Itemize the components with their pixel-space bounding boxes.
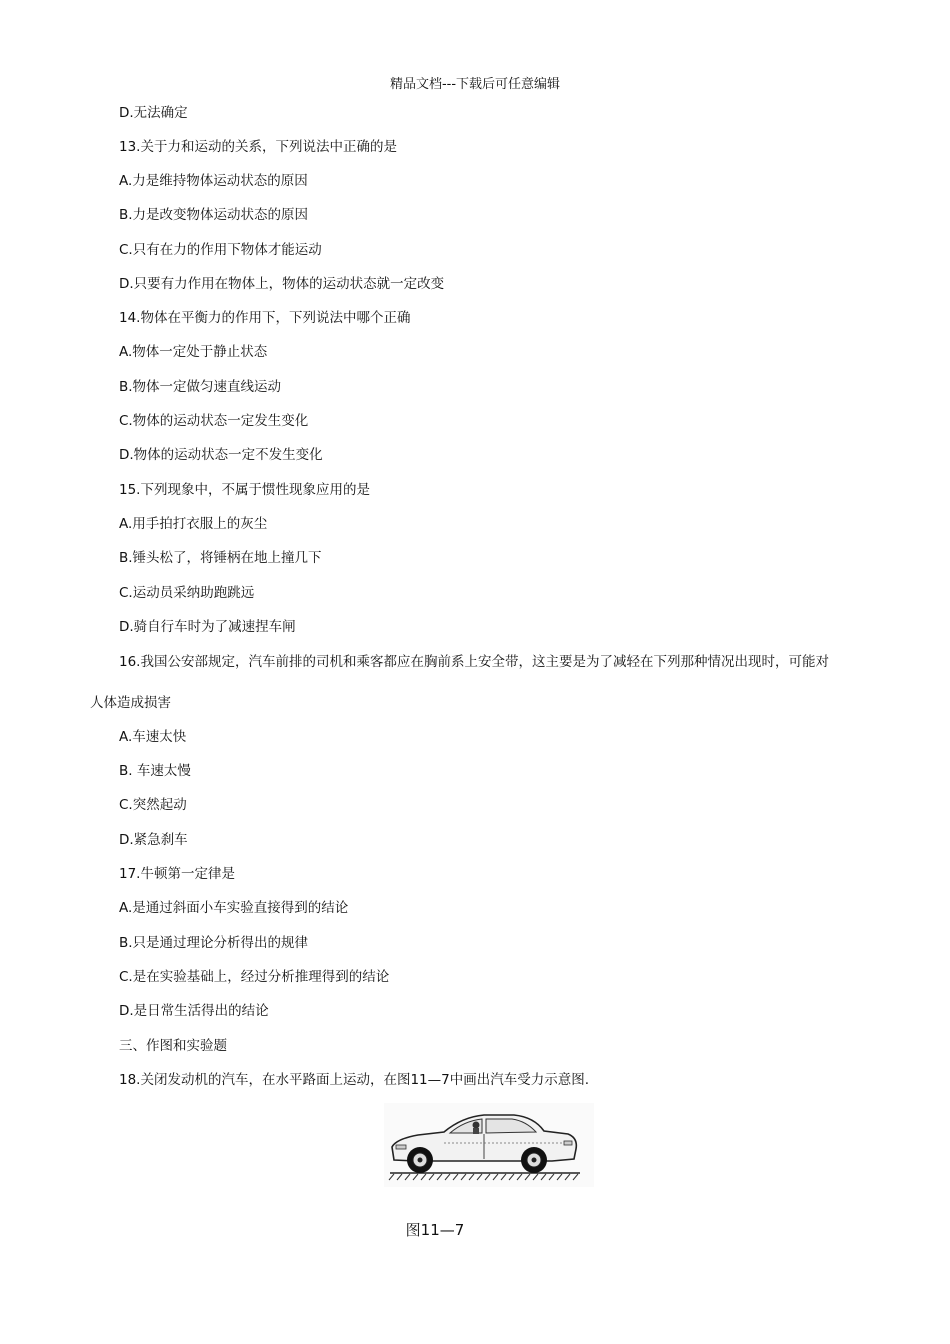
text-line: 17.牛顿第一定律是 [119, 866, 235, 882]
text-line: A.是通过斜面小车实验直接得到的结论 [119, 900, 349, 916]
text-line: A.车速太快 [119, 729, 187, 745]
car-on-road-icon [384, 1103, 594, 1187]
text-line: B. 车速太慢 [119, 763, 191, 779]
text-line: D.无法确定 [119, 105, 188, 121]
text-line: C.运动员采纳助跑跳远 [119, 585, 255, 601]
text-line: C.物体的运动状态一定发生变化 [119, 413, 309, 429]
text-line: 三、作图和实验题 [119, 1038, 227, 1054]
text-line: D.是日常生活得出的结论 [119, 1003, 269, 1019]
text-line: D.只要有力作用在物体上，物体的运动状态就一定改变 [119, 276, 445, 292]
page-header: 精品文档---下载后可任意编辑 [389, 77, 561, 92]
text-line: D.骑自行车时为了减速捏车闸 [119, 619, 296, 635]
text-line: 18.关闭发动机的汽车，在水平路面上运动，在图11—7中画出汽车受力示意图. [119, 1072, 590, 1088]
text-line: 16.我国公安部规定，汽车前排的司机和乘客都应在胸前系上安全带，这主要是为了减轻在下列那种情况出现时，可能对 [119, 654, 829, 670]
text-line: B.锤头松了，将锤柄在地上撞几下 [119, 550, 322, 566]
text-line: B.力是改变物体运动状态的原因 [119, 207, 309, 223]
text-line: B.物体一定做匀速直线运动 [119, 379, 282, 395]
text-line: C.只有在力的作用下物体才能运动 [119, 242, 322, 258]
text-line: 人体造成损害 [90, 695, 171, 711]
car-figure [384, 1103, 594, 1187]
text-line: 15.下列现象中，不属于惯性现象应用的是 [119, 482, 370, 498]
text-line: D.物体的运动状态一定不发生变化 [119, 447, 323, 463]
text-line: A.用手拍打衣服上的灰尘 [119, 516, 268, 532]
text-line: 14.物体在平衡力的作用下，下列说法中哪个正确 [119, 310, 411, 326]
text-line: A.物体一定处于静止状态 [119, 344, 268, 360]
figure-caption: 图11—7 [405, 1221, 465, 1239]
text-line: D.紧急刹车 [119, 832, 188, 848]
text-line: 13.关于力和运动的关系，下列说法中正确的是 [119, 139, 397, 155]
text-line: B.只是通过理论分析得出的规律 [119, 935, 309, 951]
text-line: C.突然起动 [119, 797, 187, 813]
text-line: A.力是维持物体运动状态的原因 [119, 173, 308, 189]
text-line: C.是在实验基础上，经过分析推理得到的结论 [119, 969, 390, 985]
